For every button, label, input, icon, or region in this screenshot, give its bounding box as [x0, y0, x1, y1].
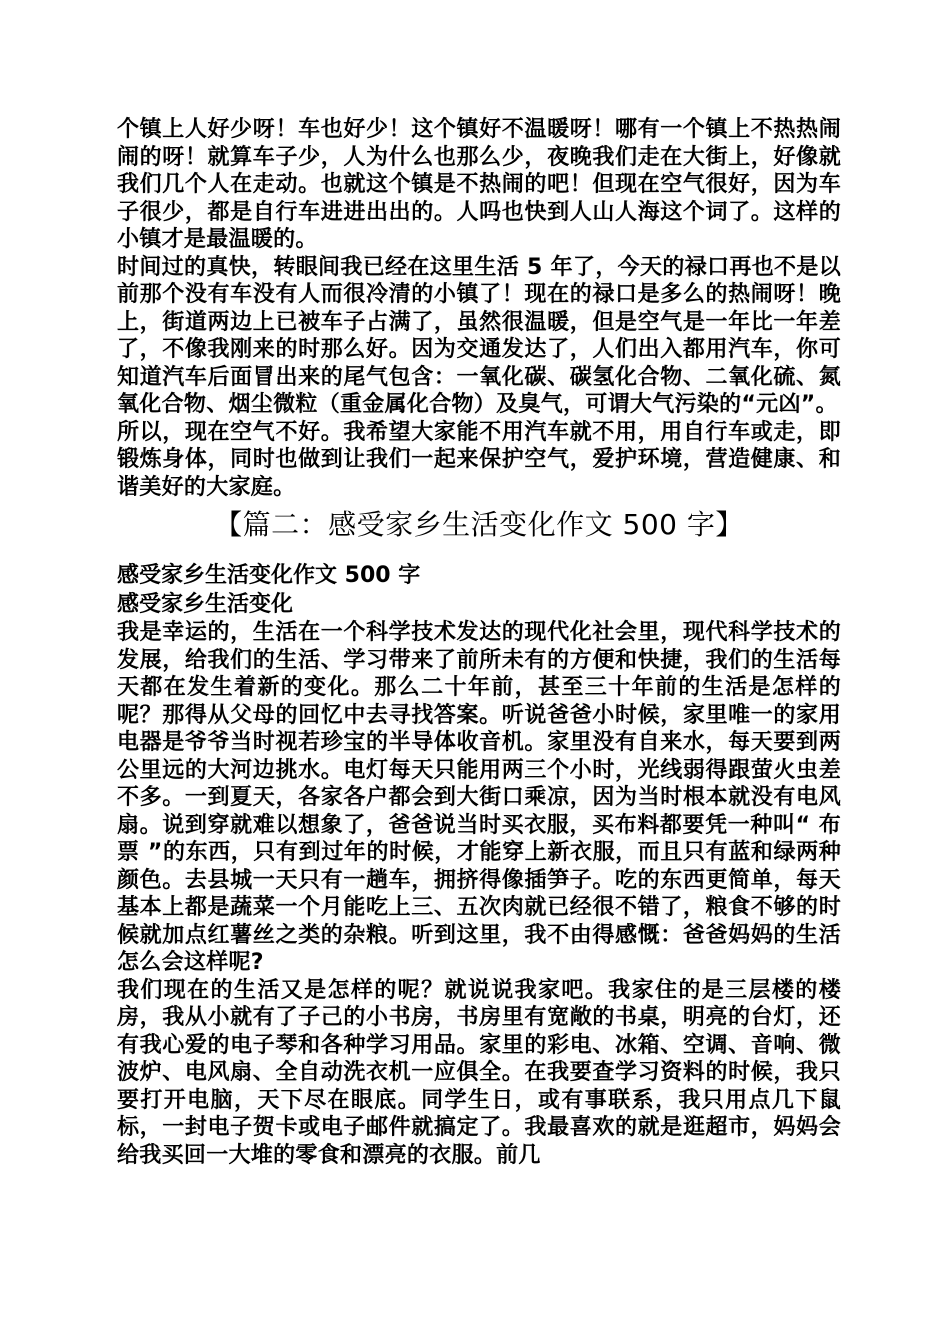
section-heading: 【篇二：感受家乡生活变化作文 500 字】 [214, 508, 744, 541]
essay-title: 感受家乡生活变化作文 500 字 [117, 563, 421, 588]
paragraph-conclusion: 所以，现在空气不好。我希望大家能不用汽车就不用，用自行车或走，即锻炼身体，同时也做到让我们一起来保护空气，爱护环境，营造健康、和谐美好的大家庭。 [117, 419, 841, 500]
paragraph-present-life: 我们现在的生活又是怎样的呢？就说说我家吧。我家住的是三层楼的楼房，我从小就有了子己的小书房，书房里有宽敞的书桌，明亮的台灯，还有我心爱的电子琴和各种学习用品。家里的彩电、冰箱、空调、音响、微波炉、电风扇、全自动洗衣机一应俱全。在我要查学习资料的时候，我只要打开电脑，天下尽在眼底。同学生日，或有事联系，我只用点几下鼠标，一封电子贺卡或电子邮件就搞定了。我最喜欢的就是逛超市，妈妈会给我买回一大堆的零食和漂亮的衣服。前几 [117, 977, 841, 1168]
document-page [117, 116, 841, 1169]
essay-subtitle: 感受家乡生活变化 [117, 592, 294, 617]
paragraph-past-life: 我是幸运的，生活在一个科学技术发达的现代化社会里，现代科学技术的发展，给我们的生活、学习带来了前所未有的方便和快捷，我们的生活每天都在发生着新的变化。那么二十年前，甚至三十年前的生活是怎样的呢？那得从父母的回忆中去寻找答案。听说爸爸小时候，家里唯一的家用电器是爷爷当时视若珍宝的半导体收音机。家里没有自来水，每天要到两公里远的大河边挑水。电灯每天只能用两三个小时，光线弱得跟萤火虫差不多。一到夏天，各家各户都会到大街口乘凉，因为当时根本就没有电风扇。说到穿就难以想象了，爸爸说当时买衣服，买布料都要凭一种叫“ 布票 ”的东西，只有到过年的时候，才能穿上新衣服，而且只有蓝和绿两种颜色。去县城一天只有一趟车，拥挤得像插笋子。吃的东西更简单，每天基本上都是蔬菜一个月能吃上三、五次肉就已经很不错了，粮食不够的时候就加点红薯丝之类的杂粮。听到这里，我不由得感慨：爸爸妈妈的生活怎么会这样呢? [117, 620, 841, 975]
paragraph-town-description: 个镇上人好少呀！车也好少！这个镇好不温暖呀！哪有一个镇上不热热闹闹的呀！就算车子少，人为什么也那么少，夜晚我们走在大街上，好像就我们几个人在走动。也就这个镇是不热闹的吧！但现在空气很好，因为车子很少，都是自行车进进出出的。人吗也快到人山人海这个词了。这样的小镇才是最温暖的。 [117, 117, 841, 252]
paragraph-time-passes: 时间过的真快，转眼间我已经在这里生活 5 年了，今天的禄口再也不是以前那个没有车没有人而很冷清的小镇了！现在的禄口是多么的热闹呀！晚上，街道两边上已被车子占满了，虽然很温暖，但是空气是一年比一年差了，不像我刚来的时那么好。因为交通发达了，人们出入都用汽车，你可知道汽车后面冒出来的尾气包含：一氧化碳、碳氢化合物、二氧化硫、氮氧化合物、烟尘微粒（重金属化合物）及臭气，可谓大气污染的“元凶”。 [117, 254, 841, 417]
